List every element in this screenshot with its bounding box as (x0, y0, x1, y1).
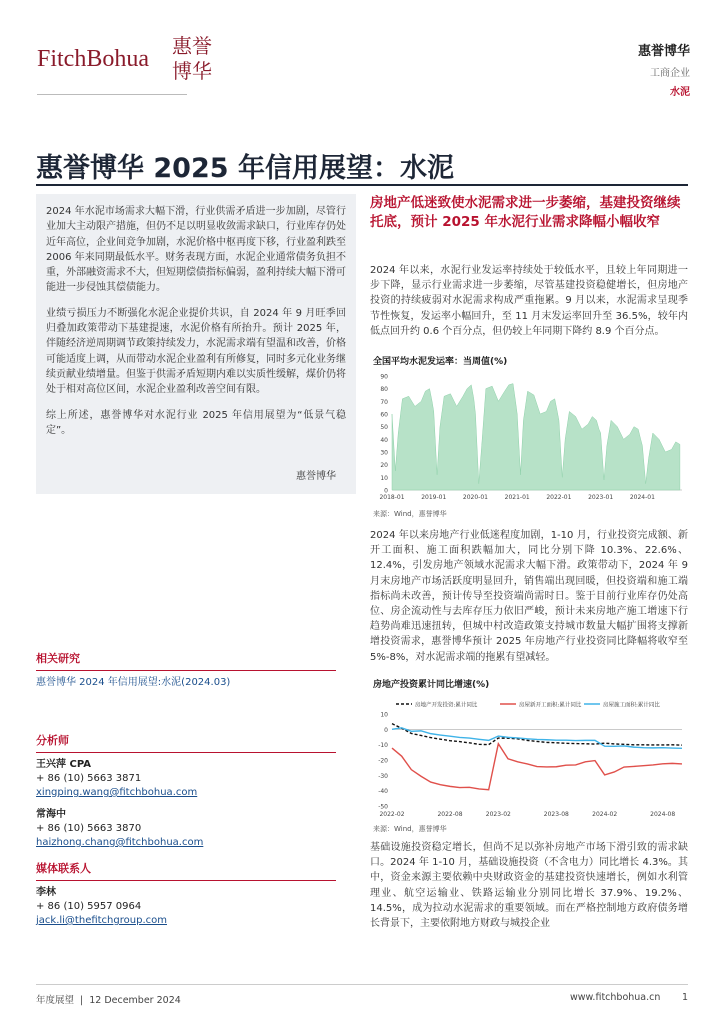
x-tick-label: 2021-01 (504, 494, 530, 501)
shipment-rate-chart (370, 368, 688, 508)
chart2-title: 房地产投资累计同比增速(%) (373, 680, 490, 690)
title-divider (36, 184, 688, 186)
company-logo (37, 32, 237, 92)
media-name: 李林 (36, 887, 56, 898)
y-tick-label: -30 (378, 772, 388, 780)
summary-paragraph-1: 2024 年水泥市场需求大幅下滑，行业供需矛盾进一步加剧，尽管行业加大主动限产措施，但仍不足以明显收敛需求缺口，行业库存仍处近年高位，企业间竞争加剧，水泥价格中枢再度下移，行业盈利跌至 2006 年来同期最低水平。财务表现方面，水泥企业通常债务负担不重，外部融资需求不大，但短期偿债指标偏弱，盈利持续大幅下滑可能进一步侵蚀其偿债能力。 (46, 206, 346, 294)
y-tick-label: 80 (380, 386, 388, 394)
y-tick-label: 30 (380, 449, 388, 457)
summary-box (36, 194, 356, 494)
footer-date: 12 December 2024 (89, 995, 181, 1006)
analyst-email[interactable]: xingping.wang@fitchbohua.com (36, 787, 198, 798)
header-sector: 工商企业 (650, 68, 690, 79)
footer-divider (36, 984, 688, 985)
real-estate-investment-chart (370, 692, 688, 822)
legend-label: 房屋新开工面积:累计同比 (519, 702, 582, 709)
analysts-divider (36, 752, 336, 753)
section-heading: 房地产低迷致使水泥需求进一步萎缩，基建投资继续托底，预计 2025 年水泥行业需求降幅小幅收窄 (370, 195, 681, 230)
body-paragraph-3: 基础设施投资稳定增长，但尚不足以弥补房地产市场下滑引致的需求缺口。2024 年 1-10 月，基础设施投资（不含电力）同比增长 4.3%。其中，资金来源主要依赖中央财政资金的基建投资快速增长，例如水利管理业、航空运输业、铁路运输业分别同比增长 37.9%、19.2%、14.5%，成为拉动水泥需求的重要领域。而在严格控制地方政府债务增长背景下，主要依附地方财政与城投企业 (370, 842, 688, 930)
y-tick-label: -40 (378, 788, 388, 796)
related-heading: 相关研究 (36, 652, 80, 665)
analyst-name: 常海中 (36, 809, 66, 820)
media-heading: 媒体联系人 (36, 862, 91, 875)
x-tick-label: 2022-01 (546, 494, 572, 501)
legend-label: 房屋施工面积:累计同比 (603, 702, 660, 709)
analyst-name: 王兴萍 CPA (36, 759, 91, 770)
analysts-heading: 分析师 (36, 734, 69, 747)
x-tick-label: 2024-01 (629, 494, 655, 501)
logo-divider (37, 94, 187, 95)
header-company: 惠誉博华 (637, 44, 690, 59)
summary-signature: 惠誉博华 (296, 471, 336, 482)
related-divider (36, 670, 336, 671)
x-tick-label: 2020-01 (462, 494, 488, 501)
x-tick-label: 2023-01 (588, 494, 614, 501)
y-tick-label: 0 (384, 726, 388, 734)
header-subsector: 水泥 (670, 87, 690, 98)
y-tick-label: 20 (380, 462, 388, 470)
y-tick-label: 40 (380, 436, 388, 444)
analysts-section (36, 732, 336, 850)
analyst-email[interactable]: haizhong.chang@fitchbohua.com (36, 837, 204, 848)
related-link[interactable]: 惠誉博华 2024 年信用展望:水泥(2024.03) (36, 677, 231, 688)
analyst-phone: + 86 (10) 5663 3871 (36, 773, 142, 784)
x-tick-label: 2023-08 (543, 811, 569, 818)
summary-paragraph-2: 业绩亏损压力不断强化水泥企业提价共识，自 2024 年 9 月旺季回归叠加政策带动下基建提速，水泥价格有所抬升。预计 2025 年，伴随经济逆周期调节政策持续发力，水泥需求端有望温和改善，价格可能适度上调，从而带动水泥企业盈利有所修复，同时多元化业务继续贡献业绩增量。但鉴于供需矛盾短期内难以实质性缓解，煤价仍将处于相对高位区间，水泥企业盈利改善空间有限。 (46, 307, 346, 396)
body-paragraph-1: 2024 年以来，水泥行业发运率持续处于较低水平，且较上年同期进一步下降，显示行业需求进一步萎缩，尽管基建投资稳健增长，但房地产投资的持续疲弱对水泥需求构成严重拖累。9 月以来，水泥需求呈现季节性恢复，发运率小幅回升，至 11 月末发运率回升至 36.5%，较年内低点回升约 0.6 个百分点，但仍较上年同期下降约 8.9 个百分点。 (370, 265, 688, 337)
body-paragraph-2: 2024 年以来房地产行业低迷程度加剧，1-10 月，行业投资完成额、新开工面积、施工面积跌幅加大，同比分别下降 10.3%、22.6%、12.4%，引发房地产领域水泥需求大幅下滑。政策带动下，2024 年 9 月末房地产市场活跃度明显回升，销售端出现回暖，但投资端和施工端指标尚未改善，预计传导至投资端尚需时日。鉴于目前行业库存仍处高位、房企流动性与去库存压力依旧严峻，预计未来房地产施工增速下行趋势尚难迅速扭转，但城中村改造政策支持城市数量大幅扩围将支撑新增投资需求，惠誉博华预计 2025 年房地产行业投资同比降幅将收窄至 5%-8%，对水泥需求端的拖累有望减轻。 (370, 530, 688, 663)
media-phone: + 86 (10) 5957 0964 (36, 901, 142, 912)
chart1-title: 全国平均水泥发运率：当周值(%) (373, 357, 508, 367)
x-tick-label: 2019-01 (421, 494, 447, 501)
x-tick-label: 2024-02 (592, 811, 618, 818)
y-tick-label: 0 (384, 487, 388, 495)
page-number: 1 (682, 992, 689, 1003)
page-title: 惠誉博华 2025 年信用展望：水泥 (36, 153, 454, 184)
y-tick-label: 90 (380, 373, 388, 381)
series-line (392, 744, 682, 790)
x-tick-label: 2022-02 (379, 811, 405, 818)
x-tick-label: 2024-08 (650, 811, 676, 818)
logo-text: FitchBohua (37, 46, 149, 72)
media-section (36, 860, 336, 928)
chart1-source: 来源：Wind，惠誉博华 (373, 510, 447, 518)
y-tick-label: -10 (378, 742, 388, 750)
header-meta (638, 40, 690, 98)
y-tick-label: 50 (380, 424, 388, 432)
y-tick-label: -20 (378, 757, 388, 765)
media-email[interactable]: jack.li@thefitchgroup.com (36, 915, 167, 926)
x-tick-label: 2023-02 (485, 811, 511, 818)
series-area (392, 384, 680, 490)
footer-url[interactable]: www.fitchbohua.cn (570, 992, 661, 1003)
analyst-phone: + 86 (10) 5663 3870 (36, 823, 142, 834)
chart2-source: 来源：Wind，惠誉博华 (373, 825, 447, 833)
media-divider (36, 880, 336, 881)
y-tick-label: -50 (378, 803, 388, 811)
legend-label: 房地产开发投资:累计同比 (415, 702, 478, 709)
related-research (36, 650, 336, 690)
y-tick-label: 10 (380, 474, 388, 482)
footer-left: 年度展望 | 12 December 2024 (36, 995, 181, 1006)
footer-doc-type: 年度展望 (36, 995, 75, 1006)
logo-cn: 惠誉博华 (172, 34, 212, 83)
y-tick-label: 70 (380, 398, 388, 406)
x-tick-label: 2018-01 (379, 494, 405, 501)
y-tick-label: 10 (380, 711, 388, 719)
y-tick-label: 60 (380, 411, 388, 419)
summary-paragraph-3: 综上所述，惠誉博华对水泥行业 2025 年信用展望为“低景气稳定”。 (46, 409, 346, 436)
x-tick-label: 2022-08 (437, 811, 463, 818)
